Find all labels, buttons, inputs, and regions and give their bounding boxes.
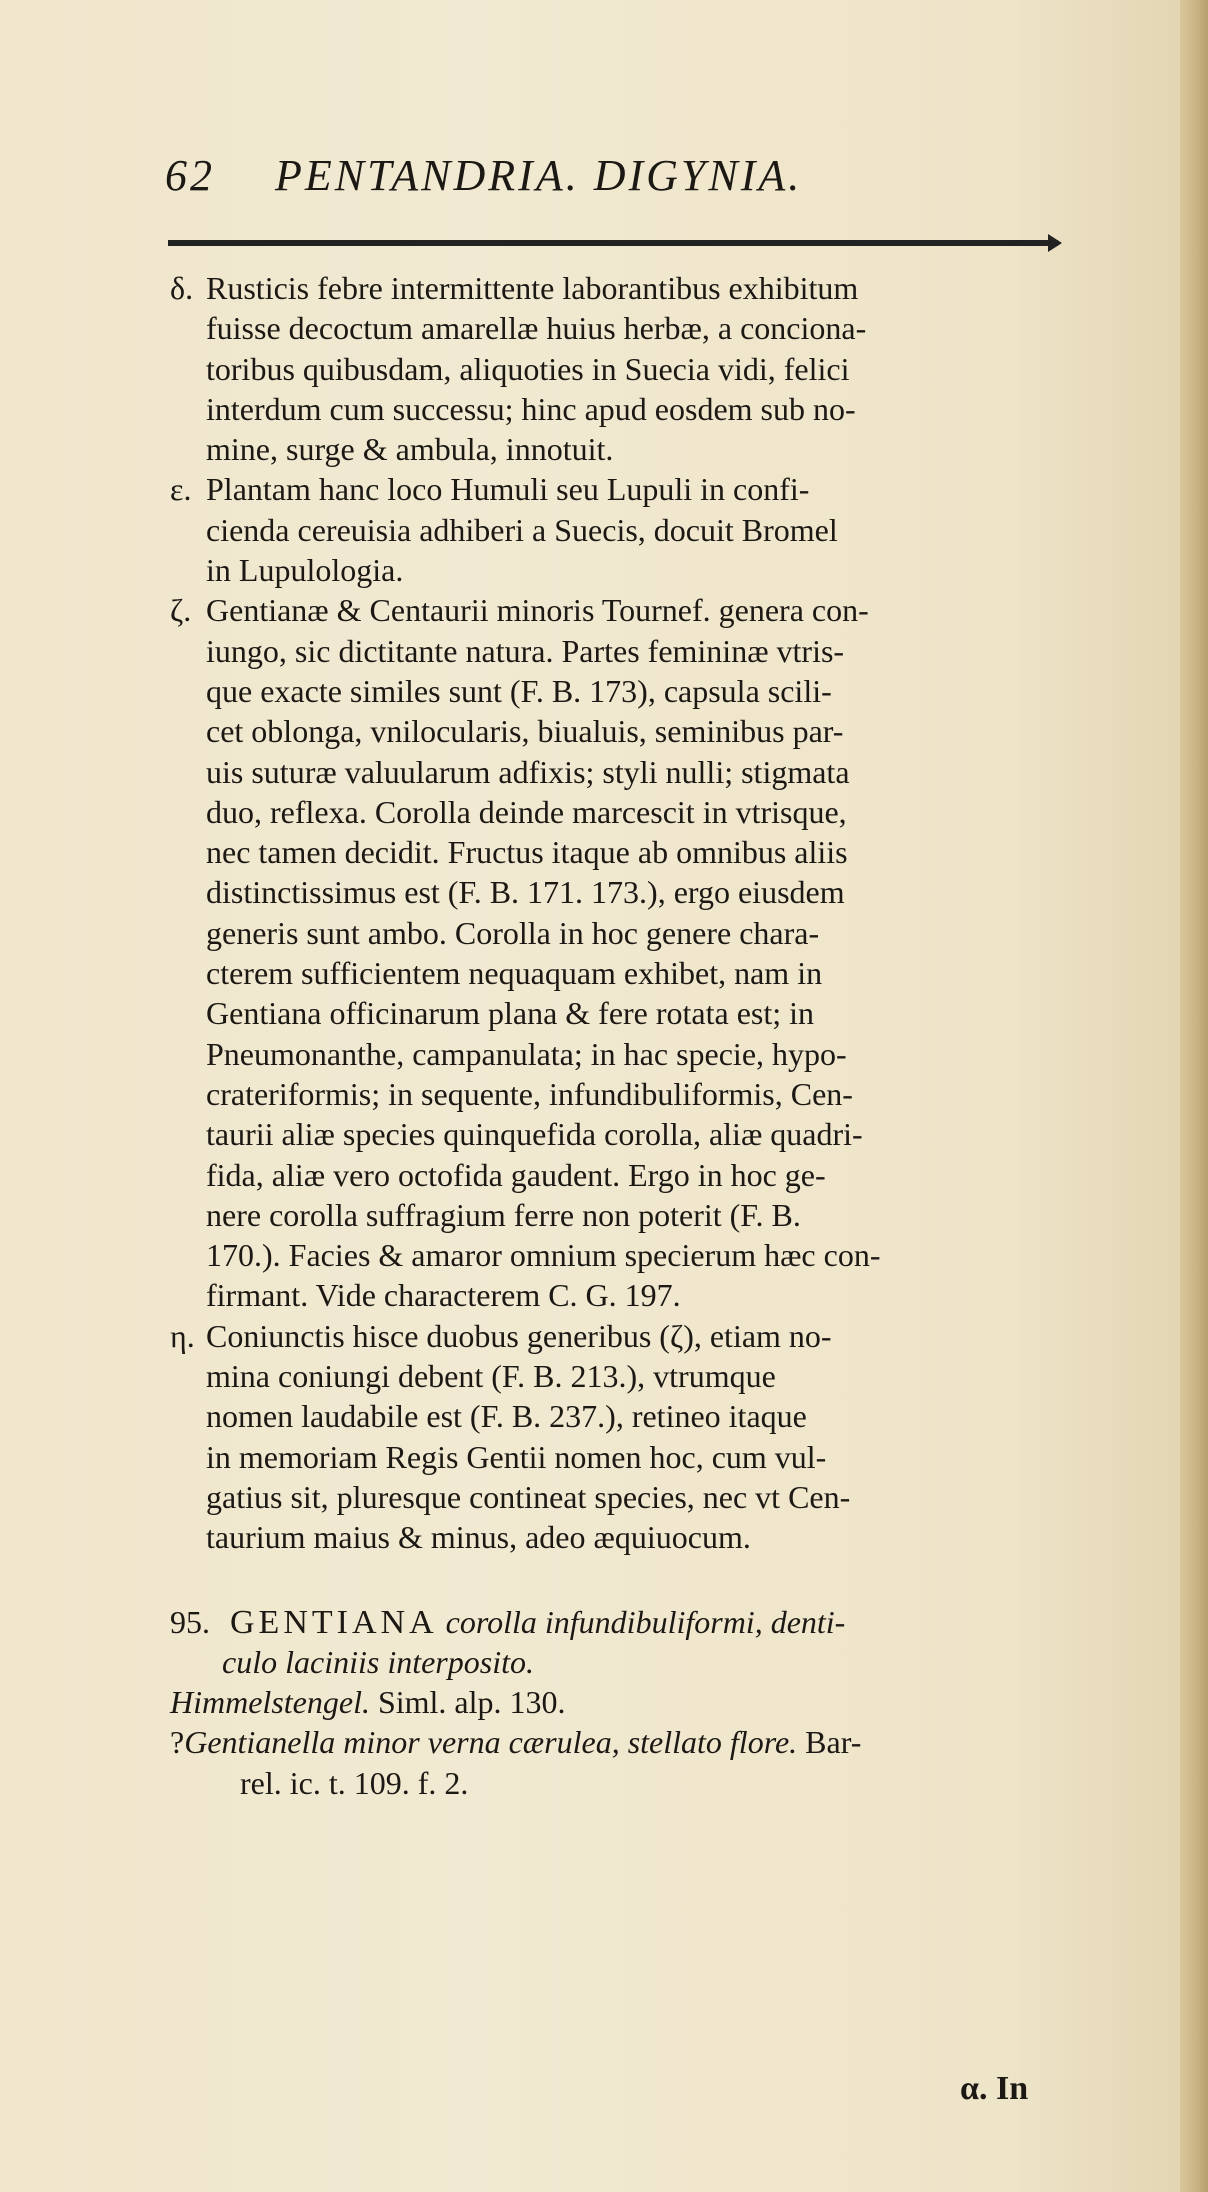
text-line — [170, 752, 1070, 792]
diagnosis-row — [170, 1642, 1070, 1682]
text-line — [170, 711, 1070, 751]
running-head — [165, 150, 1065, 210]
line-text: uis suturæ valuularum adfixis; styli nulli; stigmata — [206, 753, 850, 790]
text-line — [170, 389, 1070, 429]
catchword: α. In — [960, 2070, 1029, 2107]
line-text: Coniunctis hisce duobus generibus (ζ), etiam no- — [206, 1317, 832, 1354]
text-line — [170, 1517, 1070, 1557]
line-text: interdum cum successu; hinc apud eosdem sub no- — [206, 390, 856, 427]
text-line — [170, 590, 1070, 630]
text-line — [170, 913, 1070, 953]
line-text: fuisse decoctum amarellæ huius herbæ, a conciona- — [206, 310, 867, 347]
page-edge — [1180, 0, 1208, 2192]
text-line — [170, 1477, 1070, 1517]
line-text: distinctissimus est (F. B. 171. 173.), ergo eiusdem — [206, 874, 845, 911]
note-marker: ζ. — [170, 592, 192, 629]
line-text: Rusticis febre intermittente laborantibus exhibitum — [206, 270, 859, 306]
text-line — [170, 953, 1070, 993]
text-line — [170, 872, 1070, 912]
line-text: Pneumonanthe, campanulata; in hac specie, hypo- — [206, 1035, 847, 1072]
text-line — [170, 550, 1070, 590]
line-text: taurium maius & minus, adeo æquiuocum. — [206, 1519, 751, 1556]
species-entry — [170, 1602, 1070, 1803]
text-line — [170, 349, 1070, 389]
text-line — [170, 1074, 1070, 1114]
text-line — [170, 1316, 1070, 1356]
line-text: gatius sit, pluresque contineat species, nec vt Cen- — [206, 1478, 851, 1515]
text-line — [170, 1275, 1070, 1315]
line-text: generis sunt ambo. Corolla in hoc genere chara- — [206, 914, 820, 951]
reference-2-cont: rel. ic. t. 109. f. 2. — [240, 1764, 469, 1801]
running-title: PENTANDRIA. DIGYNIA. — [275, 151, 803, 200]
line-text: firmant. Vide characterem C. G. 197. — [206, 1277, 681, 1314]
line-text: mine, surge & ambula, innotuit. — [206, 431, 614, 468]
line-text: taurii aliæ species quinquefida corolla, aliæ quadri- — [206, 1116, 863, 1153]
reference-2-continued — [170, 1763, 1070, 1803]
text-line — [170, 1356, 1070, 1396]
text-line — [170, 792, 1070, 832]
line-text: nere corolla suffragium ferre non poterit (F. B. — [206, 1196, 801, 1233]
reference-1 — [170, 1682, 1070, 1722]
line-text: Gentiana officinarum plana & fere rotata est; in — [206, 995, 815, 1032]
text-line — [170, 1155, 1070, 1195]
genus-name: GENTIANA — [230, 1603, 438, 1641]
diagnosis-line-1: corolla infundibuliformi, denti- — [445, 1603, 846, 1640]
text-line — [170, 1114, 1070, 1154]
line-text: fida, aliæ vero octofida gaudent. Ergo in hoc ge- — [206, 1156, 826, 1193]
text-line — [170, 268, 1070, 308]
line-text: duo, reflexa. Corolla deinde marcescit in vtrisque, — [206, 793, 847, 830]
line-text: crateriformis; in sequente, infundibuliformis, Cen- — [206, 1075, 853, 1112]
text-line — [170, 993, 1070, 1033]
line-text: in Lupulologia. — [206, 552, 404, 589]
text-line — [170, 308, 1070, 348]
line-text: que exacte similes sunt (F. B. 173), capsula scili- — [206, 672, 832, 709]
note-marker: ε. — [170, 471, 192, 508]
line-text: mina coniungi debent (F. B. 213.), vtrumque — [206, 1358, 776, 1395]
section-gap — [170, 1558, 1070, 1602]
text-line — [170, 671, 1070, 711]
line-text: toribus quibusdam, aliquoties in Suecia vidi, felici — [206, 350, 850, 387]
header-rule — [168, 240, 1058, 246]
reference-2 — [170, 1722, 1070, 1762]
text-line — [170, 1437, 1070, 1477]
line-text: nec tamen decidit. Fructus itaque ab omnibus aliis — [206, 834, 848, 871]
main-text — [170, 268, 1070, 1803]
reference-2-name: Gentianella minor verna cærulea, stellato flore. — [184, 1724, 798, 1761]
reference-1-author: Himmelstengel. — [170, 1684, 370, 1721]
text-line — [170, 631, 1070, 671]
diagnosis-line-2: culo laciniis interposito. — [222, 1643, 534, 1680]
line-text: cet oblonga, vnilocularis, biualuis, seminibus par- — [206, 713, 844, 750]
note-marker: η. — [170, 1317, 195, 1354]
line-text: iungo, sic dictitante natura. Partes femininæ vtris- — [206, 632, 845, 669]
reference-2-author: Bar- — [805, 1724, 862, 1761]
reference-1-text: Siml. alp. 130. — [377, 1684, 566, 1721]
text-line — [170, 1034, 1070, 1074]
line-text: Plantam hanc loco Humuli seu Lupuli in confi- — [206, 471, 810, 508]
note-marker: δ. — [170, 270, 194, 306]
line-text: nomen laudabile est (F. B. 237.), retineo itaque — [206, 1398, 807, 1435]
text-line — [170, 1396, 1070, 1436]
line-text: Gentianæ & Centaurii minoris Tournef. genera con- — [206, 592, 869, 629]
text-line — [170, 429, 1070, 469]
text-line — [170, 469, 1070, 509]
text-line — [170, 510, 1070, 550]
species-number: 95. — [170, 1603, 210, 1640]
page-number: 62 — [165, 151, 215, 200]
line-text: in memoriam Regis Gentii nomen hoc, cum vul- — [206, 1438, 827, 1475]
text-line — [170, 1235, 1070, 1275]
notes-block — [170, 268, 1070, 1558]
line-text: cienda cereuisia adhiberi a Suecis, docuit Bromel — [206, 511, 838, 548]
text-line — [170, 1195, 1070, 1235]
line-text: 170.). Facies & amaror omnium specierum hæc con- — [206, 1237, 881, 1274]
line-text: cterem sufficientem nequaquam exhibet, nam in — [206, 955, 823, 992]
text-line — [170, 832, 1070, 872]
reference-2-mark: ? — [170, 1724, 185, 1761]
species-heading — [170, 1602, 1070, 1642]
